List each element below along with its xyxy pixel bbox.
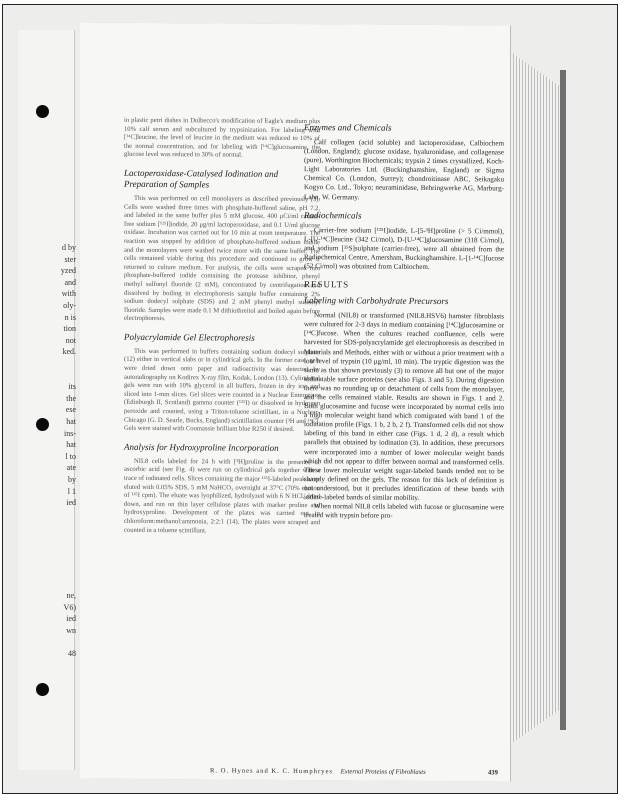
- left-page-fragment: ins-: [64, 428, 76, 438]
- left-page-remnant: [18, 30, 75, 770]
- left-page-fragment: by: [68, 475, 76, 484]
- left-page-fragment: V6): [63, 602, 76, 612]
- intro-paragraph: in plastic petri dishes in Dulbecco's modification of Eagle's medium plus 10% calf serum and subcultured by trypsinization. For labeling with [¹⁴C]leucine, the level of leucine in the medium was reduced to 10% of the normal concentration, and for labeling with [¹⁴C]glucosamine, the glucose level was reduced to 30% of normal.: [124, 116, 320, 160]
- binder-hole-top: [36, 105, 49, 118]
- binder-hole-middle: [36, 418, 49, 431]
- left-text-column: [124, 117, 320, 537]
- left-page-fragment: ne,: [66, 591, 76, 600]
- left-page-fragment: with: [61, 289, 76, 299]
- page-stack-edges: [505, 48, 565, 748]
- left-page-fragment: not: [65, 335, 76, 345]
- paragraph-enzymes: Calf collagen (acid soluble) and lactoperoxidase, Calbiochem (London, England); glucose oxidase, hyaluronidase, and collagenase (pure), Worthington Biochemicals; trypsin 2 times crystallized, Koch-Light Laboratories Ltd. (Buckinghamshire, England) or Sigma Chemical Co. (London, Surrey); chondroitinase ABC, Seikagaku Kogyo Co. Ltd., Tokyo; neuraminidase, Behringwerke AG, Marburg-Lahn, W. Germany.: [304, 138, 504, 202]
- binder-hole-bottom: [36, 683, 49, 696]
- page-number: 439: [488, 769, 498, 777]
- section-heading-enzymes: Enzymes and Chemicals: [304, 122, 392, 133]
- paragraph-labeling-2: When normal NIL8 cells labeled with fucose or glucosamine were treated with trypsin before pro-: [304, 502, 504, 520]
- section-heading-radiochemicals: Radiochemicals: [304, 209, 362, 221]
- left-page-fragment: its: [68, 382, 76, 392]
- section-heading-polyacrylamide: Polyacrylamide Gel Electrophoresis: [124, 331, 255, 343]
- section-heading-labeling: Labeling with Carbohydrate Precursors: [304, 295, 449, 307]
- section-heading-lactoperoxidase: Lactoperoxidase-Catalysed Iodination and Preparation of Samples: [124, 167, 279, 190]
- page-stack-shadow: [560, 70, 566, 730]
- left-page-fragment: ied: [66, 614, 76, 624]
- section-heading-hydroxyproline: Analysis for Hydroxyproline Incorporation: [124, 441, 279, 453]
- left-page-fragment: l to: [65, 451, 76, 461]
- left-page-fragment: the: [66, 393, 76, 403]
- left-page-fragment: hat: [66, 440, 76, 450]
- left-page-fragment: d by: [62, 243, 76, 252]
- left-page-fragment: 48: [68, 649, 76, 658]
- left-page-fragment: hat: [66, 417, 76, 426]
- section-heading-results: RESULTS: [304, 279, 350, 290]
- paragraph-labeling-1: Normal (NIL8) or transformed (NIL8.HSV6) hamster fibroblasts were cultured for 2-3 days in medium containing [¹⁴C]glucosamine or [¹⁴C]fucose. When the cultures reached confluence, cells were harvested for SDS-polyacrylamide gel electrophoresis as described in Materials and Methods, either with or without a prior treatment with a low level of trypsin (10 μg/ml, 10 min). The tryptic digestion was the same as that shown previously (3) to remove all but one of the major iodinatable surface proteins (see also Figs. 3 and 5). During digestion there was no rounding up or detachment of cells from the monolayer, and the cells remained viable. Results are shown in Figs. 1 and 2. Both glucosamine and fucose were incorporated by normal cells into a high molecular weight band which comigrated with band 1 of the iodination profile (Figs. 1 b, 2 b, 2 f). Transformed cells did not show labeling of this band in either case (Figs. 1 d, 2 d), a result which parallels that obtained by iodination (3). In addition, these precursors were incorporated into a number of lower molecular weight bands which did not appear to differ between normal and transformed cells. These lower molecular weight sugar-labeled bands tended not to be sharply defined on the gels. The reason for this lack of definition is not understood, but it precludes identification of these bands with iodine-labeled bands of similar mobility.: [304, 311, 504, 502]
- left-page-fragment: ied: [66, 498, 76, 508]
- footer-journal-title: External Proteins of Fibroblasts: [340, 768, 426, 776]
- left-page-fragment: wn: [66, 625, 76, 635]
- left-page-fragment: yzed: [60, 266, 76, 276]
- paragraph-radiochemicals: Carrier-free sodium [¹²⁵I]iodide, L-[5-³H]proline (> 5 Ci/mmol), L-[U-¹⁴C]leucine (342 Ci/mol), D-[U-¹⁴C]glucosamine (318 Ci/mol), and sodium [³⁵S]sulphate (carrier-free), were all obtained from the Radiochemical Centre, Amersham, Buckinghamshire. L-[1-¹⁴C]fucose (52 Ci/mol) was obtained from Calbiochem.: [304, 225, 504, 271]
- left-page-fragment: n is: [64, 312, 76, 322]
- left-page-fragment: oly-: [63, 301, 76, 310]
- left-page-fragment: ese: [65, 405, 76, 415]
- left-page-fragment: ked.: [62, 347, 76, 357]
- paragraph-lactoperoxidase: This was performed on cell monolayers as described previously (3). Cells were washed three times with phosphate-buffered saline, pH 7.2, and labeled in the same buffer plus 5 mM glucose, 400 μCi/ml carrier-free sodium [¹²⁵I]iodide, 20 μg/ml lactoperoxidase, and 0.1 U/ml glucose oxidase. Incubation was carried out for 10 min at room temperature. The reaction was stopped by addition of phosphate-buffered sodium iodide and the monolayers were washed twice more with the same buffer. The cells remained viable during this procedure and continued to grow if returned to culture medium. For analysis, the cells were scraped into phosphate-buffered iodide containing the protease inhibitor, phenyl methyl sulfonyl fluoride (2 mM), concentrated by centrifugation and dissolved by boiling in electrophoresis sample buffer containing 2% sodium dodecyl sulphate (SDS) and 2 mM phenyl methyl sulfonyl fluoride. Samples were made 0.1 M dithiothreitol and boiled again before electrophoresis.: [124, 194, 320, 323]
- article-page: [80, 22, 510, 781]
- paragraph-hydroxyproline: NIL8 cells labeled for 24 h with [³H]proline in the presence of ascorbic acid (see Fig. 4) were run on cylindrical gels together with a trace of iodinated cells. Slices containing the major ¹²⁵I-labeled peak were eluted with 0.05% SDS, 5 mM NaHCO₃ overnight at 37°C (70% elution of ¹²⁵I cpm). The eluate was lyophilized, hydrolyzed with 6 N HCl, dried down, and run on thin layer cellulose plates with marker proline and hydroxyproline. Development of the plates was carried out in chloroform:methanol:ammonia, 2:2:1 (14). The plates were scraped and counted in a toluene scintillant.: [124, 457, 320, 534]
- running-footer: [210, 767, 500, 776]
- footer-authors: R. O. Hynes and K. C. Humphryes: [210, 767, 333, 776]
- right-text-column: [304, 122, 504, 522]
- left-page-fragment: and: [64, 277, 76, 287]
- left-page-fragment: tion: [63, 324, 76, 334]
- left-page-fragment: ate: [66, 463, 76, 473]
- left-page-fragment: l 1: [67, 486, 76, 496]
- left-page-fragment: ster: [64, 254, 76, 264]
- paragraph-polyacrylamide: This was performed in buffers containing sodium dodecyl sulphate (12) either in vertical slabs or in cylindrical gels. In the former case, gels were dried down onto paper and radioactivity was detected by autoradiography on Kodirex X-ray film, Kodak, London (13). Cylindrical gels were run with 10% glycerol in all buffers, frozen in dry ice, and sliced into 1-mm slices. Gel slices were counted in a Nuclear Enterprises (Edinburgh II, Scotland) gamma counter (¹²⁵I) or dissolved in hydrogen peroxide and counted, using a Triton-toluene scintillant, in a Nuclear-Chicago (G. D. Searle, Bucks, England) scintillation counter (³H and ¹⁴C). Gels were stained with Coomassie brilliant blue R250 if desired.: [124, 347, 320, 434]
